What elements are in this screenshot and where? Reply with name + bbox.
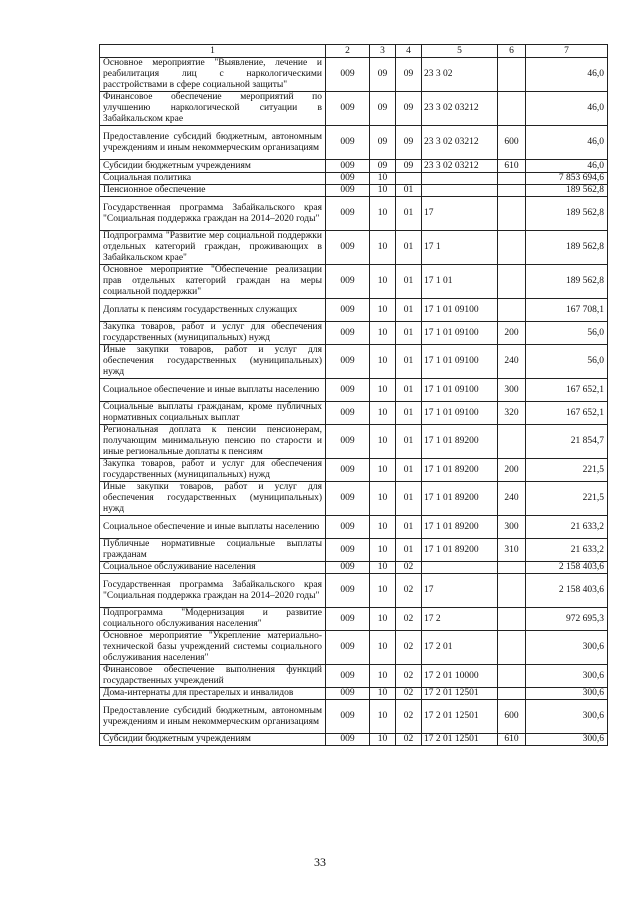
amount-cell: 221,5 (526, 459, 608, 482)
section-code-cell: 10 (370, 402, 396, 425)
row-name-cell: Пенсионное обеспечение (100, 185, 326, 197)
table-row (100, 92, 608, 126)
ministry-code-cell: 009 (326, 539, 370, 562)
expense-type-cell (498, 231, 526, 265)
ministry-code-cell: 009 (326, 425, 370, 459)
table-row (100, 299, 608, 322)
section-code-cell: 10 (370, 665, 396, 688)
ministry-code-cell: 009 (326, 197, 370, 231)
table-row (100, 185, 608, 197)
section-code-cell: 10 (370, 345, 396, 379)
amount-cell: 189 562,8 (526, 265, 608, 299)
target-article-cell: 23 3 02 03212 (422, 92, 498, 126)
ministry-code-cell: 009 (326, 231, 370, 265)
ministry-code-cell: 009 (326, 459, 370, 482)
section-code-cell: 10 (370, 231, 396, 265)
section-code-cell: 10 (370, 631, 396, 665)
section-code-cell: 10 (370, 482, 396, 516)
subsection-code-cell: 09 (396, 126, 422, 160)
target-article-cell: 17 2 01 12501 (422, 688, 498, 700)
ministry-code-cell: 009 (326, 700, 370, 734)
table-row (100, 700, 608, 734)
ministry-code-cell: 009 (326, 58, 370, 92)
amount-cell: 300,6 (526, 665, 608, 688)
expense-type-cell: 320 (498, 402, 526, 425)
amount-cell: 56,0 (526, 322, 608, 345)
table-row (100, 197, 608, 231)
expense-type-cell (498, 562, 526, 574)
expense-type-cell (498, 197, 526, 231)
table-row (100, 265, 608, 299)
section-code-cell: 09 (370, 58, 396, 92)
subsection-code-cell: 01 (396, 539, 422, 562)
amount-cell: 56,0 (526, 345, 608, 379)
expense-type-cell (498, 665, 526, 688)
subsection-code-cell: 02 (396, 700, 422, 734)
ministry-code-cell: 009 (326, 562, 370, 574)
amount-cell: 2 158 403,6 (526, 574, 608, 608)
row-name-cell: Государственная программа Забайкальского края "Социальная поддержка граждан на 2014–2020 годы" (100, 197, 326, 231)
amount-cell: 300,6 (526, 688, 608, 700)
expense-type-cell (498, 574, 526, 608)
row-name-cell: Социальное обслуживание населения (100, 562, 326, 574)
table-row (100, 231, 608, 265)
table-row (100, 574, 608, 608)
expense-type-cell (498, 58, 526, 92)
subsection-code-cell: 02 (396, 562, 422, 574)
row-name-cell: Субсидии бюджетным учреждениям (100, 160, 326, 173)
amount-cell: 2 158 403,6 (526, 562, 608, 574)
amount-cell: 300,6 (526, 700, 608, 734)
expense-type-cell (498, 688, 526, 700)
subsection-code-cell: 01 (396, 345, 422, 379)
expense-type-cell: 610 (498, 160, 526, 173)
table-row (100, 425, 608, 459)
subsection-code-cell: 09 (396, 92, 422, 126)
amount-cell: 167 708,1 (526, 299, 608, 322)
budget-table (99, 44, 608, 746)
expense-type-cell: 310 (498, 539, 526, 562)
table-row (100, 688, 608, 700)
section-code-cell: 10 (370, 574, 396, 608)
subsection-code-cell: 01 (396, 231, 422, 265)
header-cell: 5 (422, 45, 498, 58)
subsection-code-cell: 01 (396, 402, 422, 425)
subsection-code-cell: 01 (396, 322, 422, 345)
target-article-cell: 17 2 01 10000 (422, 665, 498, 688)
header-cell: 2 (326, 45, 370, 58)
section-code-cell: 10 (370, 516, 396, 539)
expense-type-cell: 300 (498, 379, 526, 402)
section-code-cell: 10 (370, 265, 396, 299)
row-name-cell: Публичные нормативные социальные выплаты гражданам (100, 539, 326, 562)
subsection-code-cell: 09 (396, 58, 422, 92)
section-code-cell: 10 (370, 322, 396, 345)
subsection-code-cell: 02 (396, 631, 422, 665)
target-article-cell: 17 2 01 12501 (422, 700, 498, 734)
target-article-cell (422, 173, 498, 185)
row-name-cell: Социальная политика (100, 173, 326, 185)
amount-cell: 46,0 (526, 160, 608, 173)
subsection-code-cell: 09 (396, 160, 422, 173)
ministry-code-cell: 009 (326, 734, 370, 746)
amount-cell: 189 562,8 (526, 231, 608, 265)
section-code-cell: 09 (370, 160, 396, 173)
row-name-cell: Доплаты к пенсиям государственных служащих (100, 299, 326, 322)
ministry-code-cell: 009 (326, 402, 370, 425)
target-article-cell: 23 3 02 03212 (422, 160, 498, 173)
ministry-code-cell: 009 (326, 608, 370, 631)
section-code-cell: 10 (370, 562, 396, 574)
target-article-cell: 23 3 02 03212 (422, 126, 498, 160)
table-row (100, 516, 608, 539)
row-name-cell: Социальное обеспечение и иные выплаты населению (100, 379, 326, 402)
amount-cell: 21 854,7 (526, 425, 608, 459)
row-name-cell: Основное мероприятие "Выявление, лечение и реабилитация лиц с наркологическими расстройствами в сфере социальной защиты" (100, 58, 326, 92)
header-cell: 6 (498, 45, 526, 58)
row-name-cell: Социальные выплаты гражданам, кроме публичных нормативных социальных выплат (100, 402, 326, 425)
ministry-code-cell: 009 (326, 516, 370, 539)
table-row (100, 345, 608, 379)
section-code-cell: 10 (370, 185, 396, 197)
ministry-code-cell: 009 (326, 665, 370, 688)
row-name-cell: Подпрограмма "Развитие мер социальной поддержки отдельных категорий граждан, проживающих в Забайкальском крае" (100, 231, 326, 265)
ministry-code-cell: 009 (326, 92, 370, 126)
target-article-cell: 17 2 01 12501 (422, 734, 498, 746)
target-article-cell: 17 1 01 09100 (422, 402, 498, 425)
row-name-cell: Предоставление субсидий бюджетным, автономным учреждениям и иным некоммерческим организациям (100, 126, 326, 160)
subsection-code-cell: 02 (396, 574, 422, 608)
section-code-cell: 10 (370, 459, 396, 482)
table-row (100, 58, 608, 92)
table-header-row (100, 45, 608, 58)
target-article-cell: 17 1 01 89200 (422, 516, 498, 539)
ministry-code-cell: 009 (326, 379, 370, 402)
row-name-cell: Дома-интернаты для престарелых и инвалидов (100, 688, 326, 700)
table-row (100, 608, 608, 631)
subsection-code-cell: 02 (396, 665, 422, 688)
subsection-code-cell: 01 (396, 459, 422, 482)
section-code-cell: 10 (370, 197, 396, 231)
table-row (100, 631, 608, 665)
table-row (100, 322, 608, 345)
section-code-cell: 10 (370, 379, 396, 402)
target-article-cell: 17 1 01 (422, 265, 498, 299)
section-code-cell: 09 (370, 92, 396, 126)
section-code-cell: 10 (370, 700, 396, 734)
ministry-code-cell: 009 (326, 574, 370, 608)
table-row (100, 160, 608, 173)
target-article-cell: 17 1 01 09100 (422, 299, 498, 322)
row-name-cell: Основное мероприятие "Обеспечение реализации прав отдельных категорий граждан на меры социальной поддержки" (100, 265, 326, 299)
row-name-cell: Государственная программа Забайкальского края "Социальная поддержка граждан на 2014–2020 годы" (100, 574, 326, 608)
target-article-cell: 17 2 (422, 608, 498, 631)
section-code-cell: 10 (370, 299, 396, 322)
amount-cell: 972 695,3 (526, 608, 608, 631)
row-name-cell: Иные закупки товаров, работ и услуг для обеспечения государственных (муниципальных) нужд (100, 482, 326, 516)
subsection-code-cell: 01 (396, 516, 422, 539)
subsection-code-cell: 01 (396, 197, 422, 231)
amount-cell: 21 633,2 (526, 516, 608, 539)
ministry-code-cell: 009 (326, 688, 370, 700)
expense-type-cell: 300 (498, 516, 526, 539)
row-name-cell: Предоставление субсидий бюджетным, автономным учреждениям и иным некоммерческим организациям (100, 700, 326, 734)
expense-type-cell (498, 299, 526, 322)
row-name-cell: Основное мероприятие "Укрепление материально-технической базы учреждений системы социального обслуживания населения" (100, 631, 326, 665)
table-row (100, 379, 608, 402)
ministry-code-cell: 009 (326, 126, 370, 160)
table-row (100, 459, 608, 482)
table-row (100, 734, 608, 746)
subsection-code-cell: 01 (396, 379, 422, 402)
target-article-cell: 17 1 01 89200 (422, 539, 498, 562)
table-row (100, 539, 608, 562)
target-article-cell: 23 3 02 (422, 58, 498, 92)
expense-type-cell (498, 631, 526, 665)
expense-type-cell: 200 (498, 459, 526, 482)
subsection-code-cell: 02 (396, 688, 422, 700)
header-cell: 1 (100, 45, 326, 58)
row-name-cell: Закупка товаров, работ и услуг для обеспечения государственных (муниципальных) нужд (100, 322, 326, 345)
section-code-cell: 10 (370, 734, 396, 746)
section-code-cell: 10 (370, 425, 396, 459)
table-row (100, 173, 608, 185)
ministry-code-cell: 009 (326, 265, 370, 299)
row-name-cell: Финансовое обеспечение выполнения функций государственных учреждений (100, 665, 326, 688)
subsection-code-cell (396, 173, 422, 185)
amount-cell: 46,0 (526, 58, 608, 92)
subsection-code-cell: 01 (396, 185, 422, 197)
expense-type-cell: 240 (498, 482, 526, 516)
amount-cell: 7 853 694,6 (526, 173, 608, 185)
table-row (100, 482, 608, 516)
amount-cell: 189 562,8 (526, 197, 608, 231)
row-name-cell: Финансовое обеспечение мероприятий по улучшению наркологической ситуации в Забайкальском крае (100, 92, 326, 126)
target-article-cell: 17 1 01 09100 (422, 322, 498, 345)
expense-type-cell (498, 425, 526, 459)
subsection-code-cell: 02 (396, 734, 422, 746)
target-article-cell: 17 (422, 197, 498, 231)
amount-cell: 167 652,1 (526, 402, 608, 425)
table-row (100, 126, 608, 160)
section-code-cell: 10 (370, 539, 396, 562)
expense-type-cell: 240 (498, 345, 526, 379)
expense-type-cell: 600 (498, 700, 526, 734)
row-name-cell: Субсидии бюджетным учреждениям (100, 734, 326, 746)
amount-cell: 21 633,2 (526, 539, 608, 562)
target-article-cell: 17 1 01 09100 (422, 379, 498, 402)
table-row (100, 562, 608, 574)
subsection-code-cell: 01 (396, 265, 422, 299)
subsection-code-cell: 01 (396, 482, 422, 516)
expense-type-cell: 610 (498, 734, 526, 746)
amount-cell: 46,0 (526, 92, 608, 126)
amount-cell: 221,5 (526, 482, 608, 516)
row-name-cell: Социальное обеспечение и иные выплаты населению (100, 516, 326, 539)
expense-type-cell (498, 92, 526, 126)
page-number: 33 (314, 855, 326, 869)
expense-type-cell (498, 185, 526, 197)
target-article-cell: 17 2 01 (422, 631, 498, 665)
row-name-cell: Подпрограмма "Модернизация и развитие социального обслуживания населения" (100, 608, 326, 631)
expense-type-cell: 200 (498, 322, 526, 345)
ministry-code-cell: 009 (326, 299, 370, 322)
expense-type-cell (498, 265, 526, 299)
amount-cell: 300,6 (526, 631, 608, 665)
target-article-cell: 17 (422, 574, 498, 608)
ministry-code-cell: 009 (326, 482, 370, 516)
expense-type-cell (498, 608, 526, 631)
header-cell: 7 (526, 45, 608, 58)
header-cell: 3 (370, 45, 396, 58)
target-article-cell: 17 1 01 09100 (422, 345, 498, 379)
ministry-code-cell: 009 (326, 631, 370, 665)
expense-type-cell (498, 173, 526, 185)
section-code-cell: 10 (370, 688, 396, 700)
section-code-cell: 10 (370, 608, 396, 631)
table-row (100, 665, 608, 688)
ministry-code-cell: 009 (326, 345, 370, 379)
amount-cell: 189 562,8 (526, 185, 608, 197)
target-article-cell: 17 1 (422, 231, 498, 265)
ministry-code-cell: 009 (326, 185, 370, 197)
section-code-cell: 10 (370, 173, 396, 185)
target-article-cell: 17 1 01 89200 (422, 482, 498, 516)
row-name-cell: Иные закупки товаров, работ и услуг для обеспечения государственных (муниципальных) нужд (100, 345, 326, 379)
amount-cell: 167 652,1 (526, 379, 608, 402)
amount-cell: 46,0 (526, 126, 608, 160)
section-code-cell: 09 (370, 126, 396, 160)
target-article-cell: 17 1 01 89200 (422, 459, 498, 482)
subsection-code-cell: 02 (396, 608, 422, 631)
target-article-cell (422, 562, 498, 574)
row-name-cell: Закупка товаров, работ и услуг для обеспечения государственных (муниципальных) нужд (100, 459, 326, 482)
target-article-cell (422, 185, 498, 197)
subsection-code-cell: 01 (396, 299, 422, 322)
expense-type-cell: 600 (498, 126, 526, 160)
row-name-cell: Региональная доплата к пенсии пенсионерам, получающим минимальную пенсию по старости и иные региональные доплаты к пенсиям (100, 425, 326, 459)
ministry-code-cell: 009 (326, 322, 370, 345)
ministry-code-cell: 009 (326, 173, 370, 185)
amount-cell: 300,6 (526, 734, 608, 746)
target-article-cell: 17 1 01 89200 (422, 425, 498, 459)
header-cell: 4 (396, 45, 422, 58)
ministry-code-cell: 009 (326, 160, 370, 173)
subsection-code-cell: 01 (396, 425, 422, 459)
table-row (100, 402, 608, 425)
